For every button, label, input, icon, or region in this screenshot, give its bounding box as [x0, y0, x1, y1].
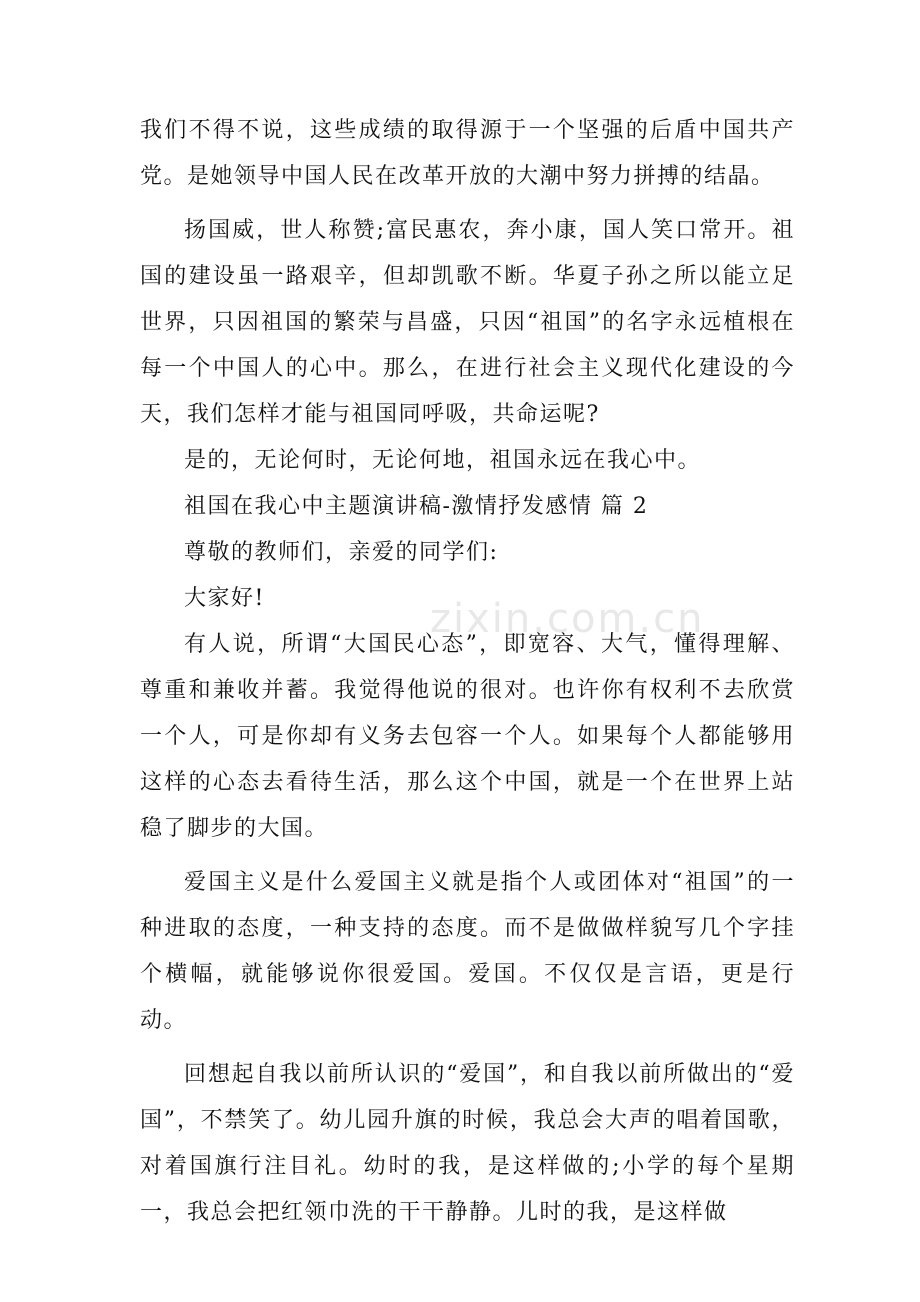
greeting-line: 尊敬的教师们，亲爱的同学们:	[184, 540, 499, 565]
paragraph-9: 回想起自我以前所认识的“爱国”，和自我以前所做出的“爱国”，不禁笑了。幼儿园升旗的时候，我总会大声的唱着国歌，对着国旗行注目礼。幼时的我，是这样做的;小学的每个星期一，我总会把红领巾洗的干干静静。儿时的我，是这样做	[140, 1062, 795, 1225]
paragraph-8: 爱国主义是什么爱国主义就是指个人或团体对“祖国”的一种进取的态度，一种支持的态度。而不是做做样貌写几个字挂个横幅，就能够说你很爱国。爱国。不仅仅是言语，更是行动。	[140, 870, 795, 1033]
document-body	[140, 108, 795, 1236]
paragraph-2: 扬国威，世人称赞;富民惠农，奔小康，国人笑口常开。祖国的建设虽一路艰辛，但却凯歌不断。华夏子孙之所以能立足世界，只因祖国的繁荣与昌盛，只因“祖国”的名字永远植根在每一个中国人的心中。那么，在进行社会主义现代化建设的今天，我们怎样才能与祖国同呼吸，共命运呢?	[140, 218, 795, 427]
paragraph-1: 我们不得不说，这些成绩的取得源于一个坚强的后盾中国共产党。是她领导中国人民在改革开放的大潮中努力拼搏的结晶。	[140, 118, 795, 189]
hello-line: 大家好!	[184, 586, 265, 611]
watermark-text: zixin.com.cn	[430, 596, 705, 642]
paragraph-7: 有人说，所谓“大国民心态”，即宽容、大气，懂得理解、尊重和兼收并蓄。我觉得他说的很对。也许你有权利不去欣赏一个人，可是你却有义务去包容一个人。如果每个人都能够用这样的心态去看待生活，那么这个中国，就是一个在世界上站稳了脚步的大国。	[140, 632, 795, 841]
section-heading: 祖国在我心中主题演讲稿-激情抒发感情 篇 2	[184, 494, 649, 519]
paragraph-3: 是的，无论何时，无论何地，祖国永远在我心中。	[184, 448, 702, 473]
